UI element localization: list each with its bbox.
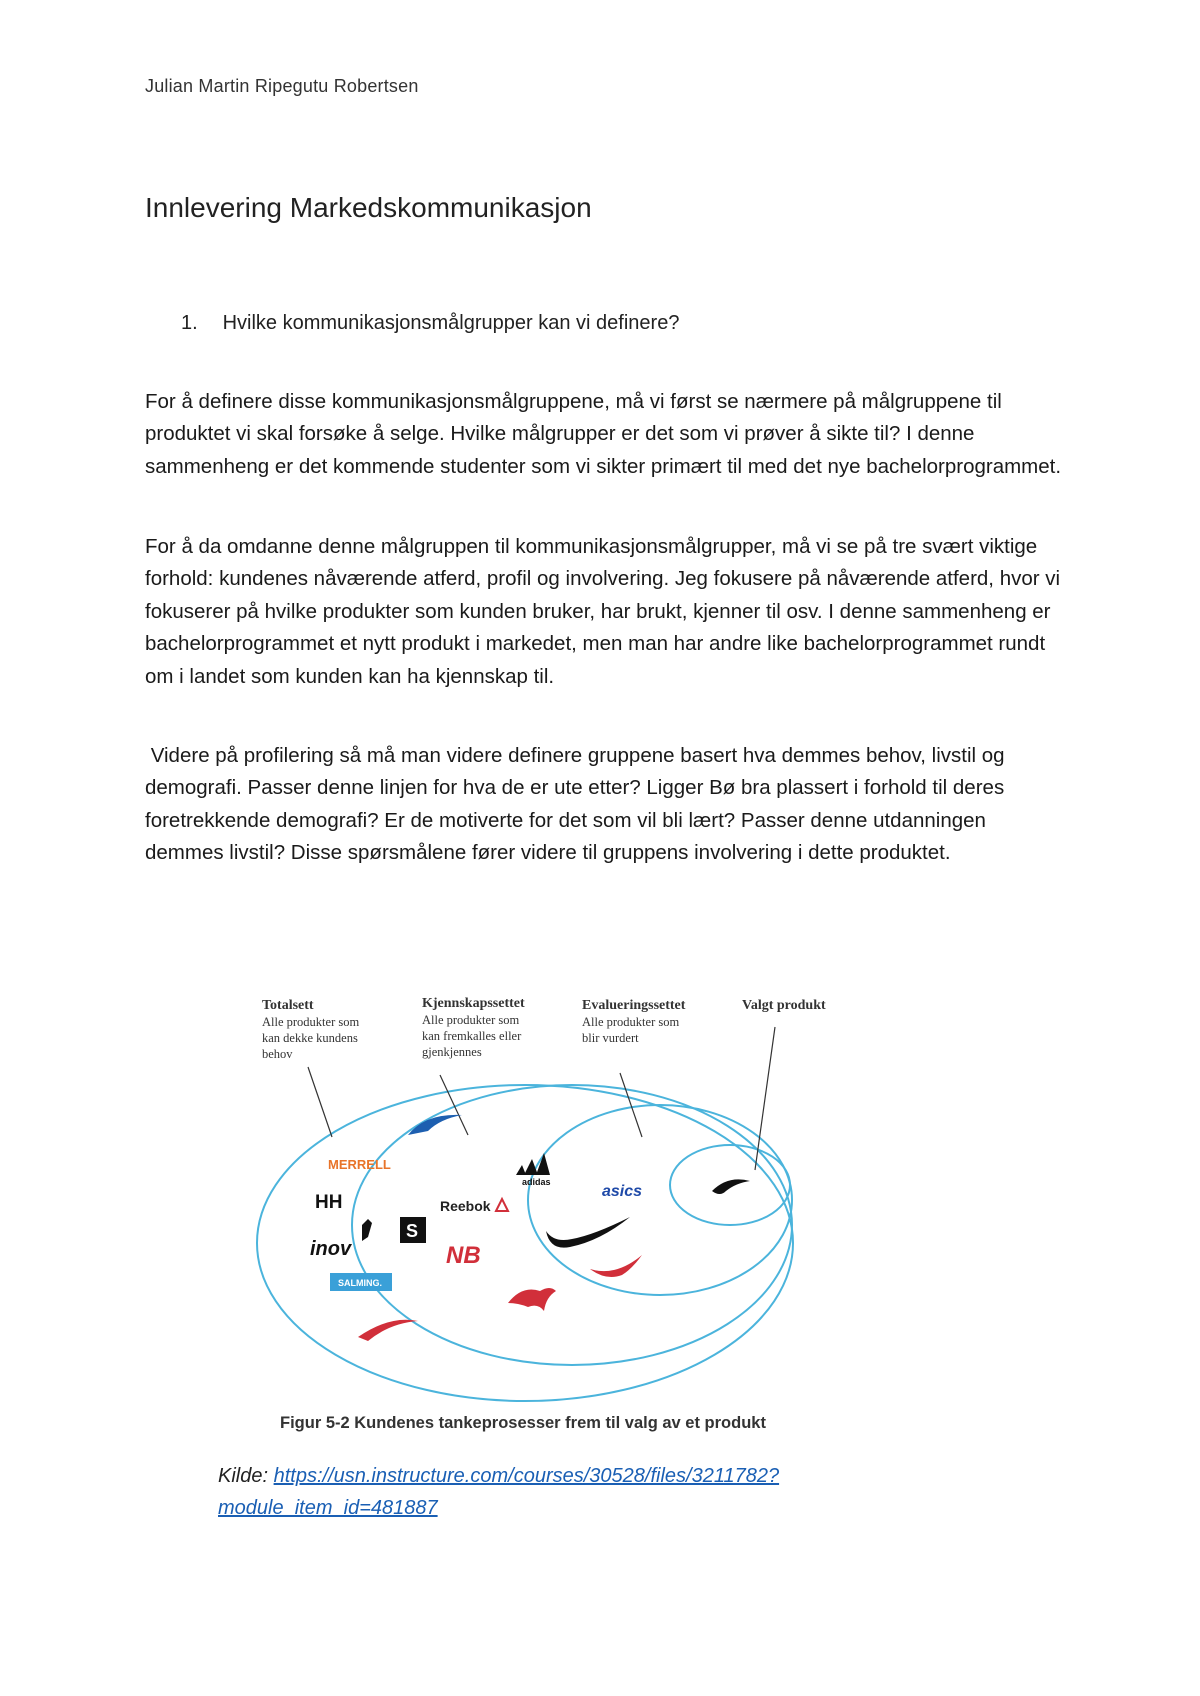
document-title: Innlevering Markedskommunikasjon bbox=[145, 192, 592, 223]
question-text: Hvilke kommunikasjonsmålgrupper kan vi definere? bbox=[222, 312, 680, 334]
source-link-line2[interactable]: module_item_id=481887 bbox=[218, 1497, 438, 1519]
nike-logo-icon bbox=[546, 1217, 630, 1248]
asics-logo: asics bbox=[602, 1183, 643, 1200]
adidas-logo: adidas bbox=[522, 1177, 551, 1187]
label-totalsett-line2: kan dekke kundens bbox=[262, 1031, 358, 1045]
adidas-logo-icon bbox=[516, 1153, 550, 1175]
label-evaluering-title: Evalueringssettet bbox=[582, 998, 686, 1013]
salomon-logo: S bbox=[406, 1221, 419, 1241]
saucony-logo-icon bbox=[590, 1255, 642, 1277]
source-citation bbox=[218, 1460, 918, 1524]
paragraph-1: For å definere disse kommunikasjonsmålgruppene, må vi først se nærmere på målgruppene til produktet vi skal forsøke å selge. Hvilke målgrupper er det som vi prøver å sikte til? I denne sammenheng er det kommende studenter som vi sikter primært til med det nye bachelorprogrammet. bbox=[145, 390, 1062, 478]
source-link-line1[interactable]: https://usn.instructure.com/courses/30528/files/3211782? bbox=[273, 1465, 780, 1487]
label-valgt-title: Valgt produkt bbox=[742, 998, 826, 1013]
label-totalsett-line3: behov bbox=[262, 1047, 293, 1061]
red-stripe-logo-icon bbox=[358, 1320, 418, 1341]
paragraph-3: Videre på profilering så må man videre definere gruppene basert hva demmes behov, livstil og demografi. Passer denne linjen for hva de er ute etter? Ligger Bø bra plassert i forhold til deres foretrekkende demografi? Er de motiverte for det som vil bli lært? Passer denne utdanningen demmes livstil? Disse spørsmålene fører videre til gruppens involvering i dette produktet. bbox=[145, 744, 1011, 865]
author-header: Julian Martin Ripegutu Robertsen bbox=[145, 76, 419, 96]
source-label: Kilde: bbox=[218, 1465, 269, 1487]
consideration-set-figure bbox=[250, 985, 830, 1415]
label-evaluering-line2: blir vurdert bbox=[582, 1031, 639, 1045]
evaluation-set-ellipse bbox=[528, 1105, 792, 1295]
label-evaluering-line1: Alle produkter som bbox=[582, 1015, 680, 1029]
inov8-logo: inov bbox=[310, 1238, 352, 1260]
question-1 bbox=[181, 312, 679, 335]
label-kjennskap-line3: gjenkjennes bbox=[422, 1045, 482, 1059]
leader-line-kjennskap bbox=[440, 1075, 468, 1135]
label-kjennskap-line2: kan fremkalles eller bbox=[422, 1029, 522, 1043]
reebok-logo: Reebok bbox=[440, 1198, 491, 1214]
new-balance-logo: NB bbox=[446, 1242, 481, 1269]
puma-logo-icon bbox=[508, 1288, 556, 1311]
leader-line-evaluering bbox=[620, 1073, 642, 1137]
salming-logo: SALMING. bbox=[338, 1278, 382, 1288]
question-number: 1. bbox=[181, 312, 198, 334]
inov8-figure-icon bbox=[362, 1219, 372, 1241]
label-kjennskap-title: Kjennskapssettet bbox=[422, 996, 525, 1011]
brooks-logo-icon bbox=[408, 1115, 462, 1135]
label-totalsett-line1: Alle produkter som bbox=[262, 1015, 360, 1029]
reebok-delta-icon bbox=[496, 1199, 508, 1211]
merrell-logo: MERRELL bbox=[328, 1157, 391, 1172]
leader-line-totalsett bbox=[308, 1067, 332, 1137]
helly-hansen-logo: HH bbox=[315, 1192, 343, 1213]
paragraph-2: For å da omdanne denne målgruppen til kommunikasjonsmålgrupper, må vi se på tre svært viktige forhold: kundenes nåværende atferd, profil og involvering. Jeg fokusere på nåværende atferd, hvor vi fokuserer på hvilke produkter som kunden bruker, har brukt, kjenner til osv. I denne sammenheng er bachelorprogrammet et nytt produkt i markedet, men man har andre like bachelorprogrammet rundt om i landet som kunden kan ha kjennskap til. bbox=[145, 535, 1061, 688]
label-kjennskap-line1: Alle produkter som bbox=[422, 1013, 520, 1027]
nested-sets-diagram bbox=[250, 985, 830, 1415]
label-totalsett-title: Totalsett bbox=[262, 998, 314, 1013]
figure-caption: Figur 5-2 Kundenes tankeprosesser frem til valg av et produkt bbox=[280, 1414, 766, 1432]
mizuno-logo-icon bbox=[712, 1179, 750, 1194]
